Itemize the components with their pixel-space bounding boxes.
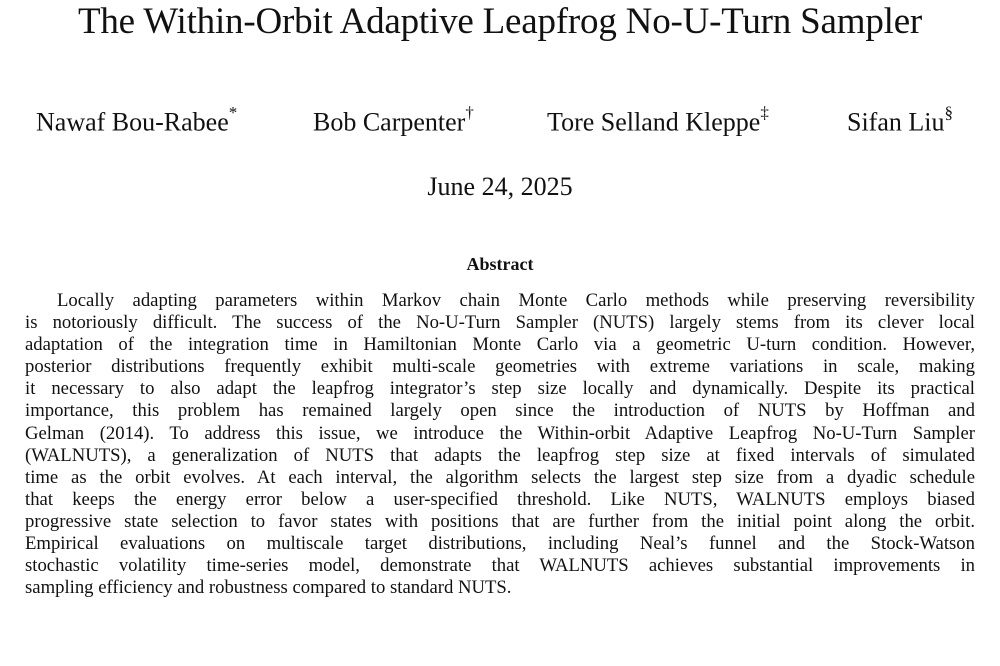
author-1-mark: * — [228, 103, 238, 122]
abstract-line: that keeps the energy error below a user-specified threshold. Like NUTS, WALNUTS employs biased — [25, 488, 975, 510]
abstract-line: Locally adapting parameters within Markov chain Monte Carlo methods while preserving reversibility — [57, 290, 975, 311]
abstract-body — [25, 290, 975, 599]
author-3 — [547, 103, 769, 138]
paper-date: June 24, 2025 — [427, 172, 573, 201]
author-3-name: Tore Selland Kleppe — [547, 107, 761, 137]
abstract-line: posterior distributions frequently exhibit multi-scale geometries with extreme variations in scale, making — [25, 356, 975, 378]
abstract-line: stochastic volatility time-series model, demonstrate that WALNUTS achieves substantial improvements in — [25, 555, 975, 577]
author-4-name: Sifan Liu — [847, 107, 945, 137]
author-4 — [847, 103, 953, 138]
abstract-line: Empirical evaluations on multiscale target distributions, including Neal’s funnel and the Stock-Watson — [25, 533, 975, 555]
abstract-line: Gelman (2014). To address this issue, we introduce the Within-orbit Adaptive Leapfrog No-U-Turn Sampler — [25, 422, 975, 444]
paper-title: The Within-Orbit Adaptive Leapfrog No-U-Turn Sampler — [77, 1, 923, 42]
abstract-line: it necessary to also adapt the leapfrog integrator’s step size locally and dynamically. Despite its practical — [25, 378, 975, 400]
abstract-line: sampling efficiency and robustness compared to standard NUTS. — [25, 577, 512, 599]
abstract-line: progressive state selection to favor states with positions that are further from the initial point along the orbit. — [25, 510, 975, 532]
author-1-name: Nawaf Bou-Rabee — [36, 107, 229, 137]
abstract-heading: Abstract — [466, 254, 534, 274]
author-2 — [313, 103, 474, 138]
abstract-line: adaptation of the integration time in Hamiltonian Monte Carlo via a geometric U-turn condition. However, — [25, 334, 975, 356]
abstract-line: importance, this problem has remained largely open since the introduction of NUTS by Hoffman and — [25, 400, 975, 422]
abstract-line: time as the orbit evolves. At each interval, the algorithm selects the largest step size from a dyadic schedule — [25, 466, 975, 488]
author-4-mark: § — [944, 103, 953, 122]
abstract-line: (WALNUTS), a generalization of NUTS that adapts the leapfrog step size at fixed intervals of simulated — [25, 444, 975, 466]
abstract-line: is notoriously difficult. The success of the No-U-Turn Sampler (NUTS) largely stems from its clever local — [25, 312, 975, 334]
author-list — [0, 103, 1000, 146]
author-3-mark: ‡ — [760, 103, 769, 122]
author-2-mark: † — [465, 103, 474, 122]
author-1 — [36, 103, 238, 138]
author-2-name: Bob Carpenter — [313, 107, 466, 137]
